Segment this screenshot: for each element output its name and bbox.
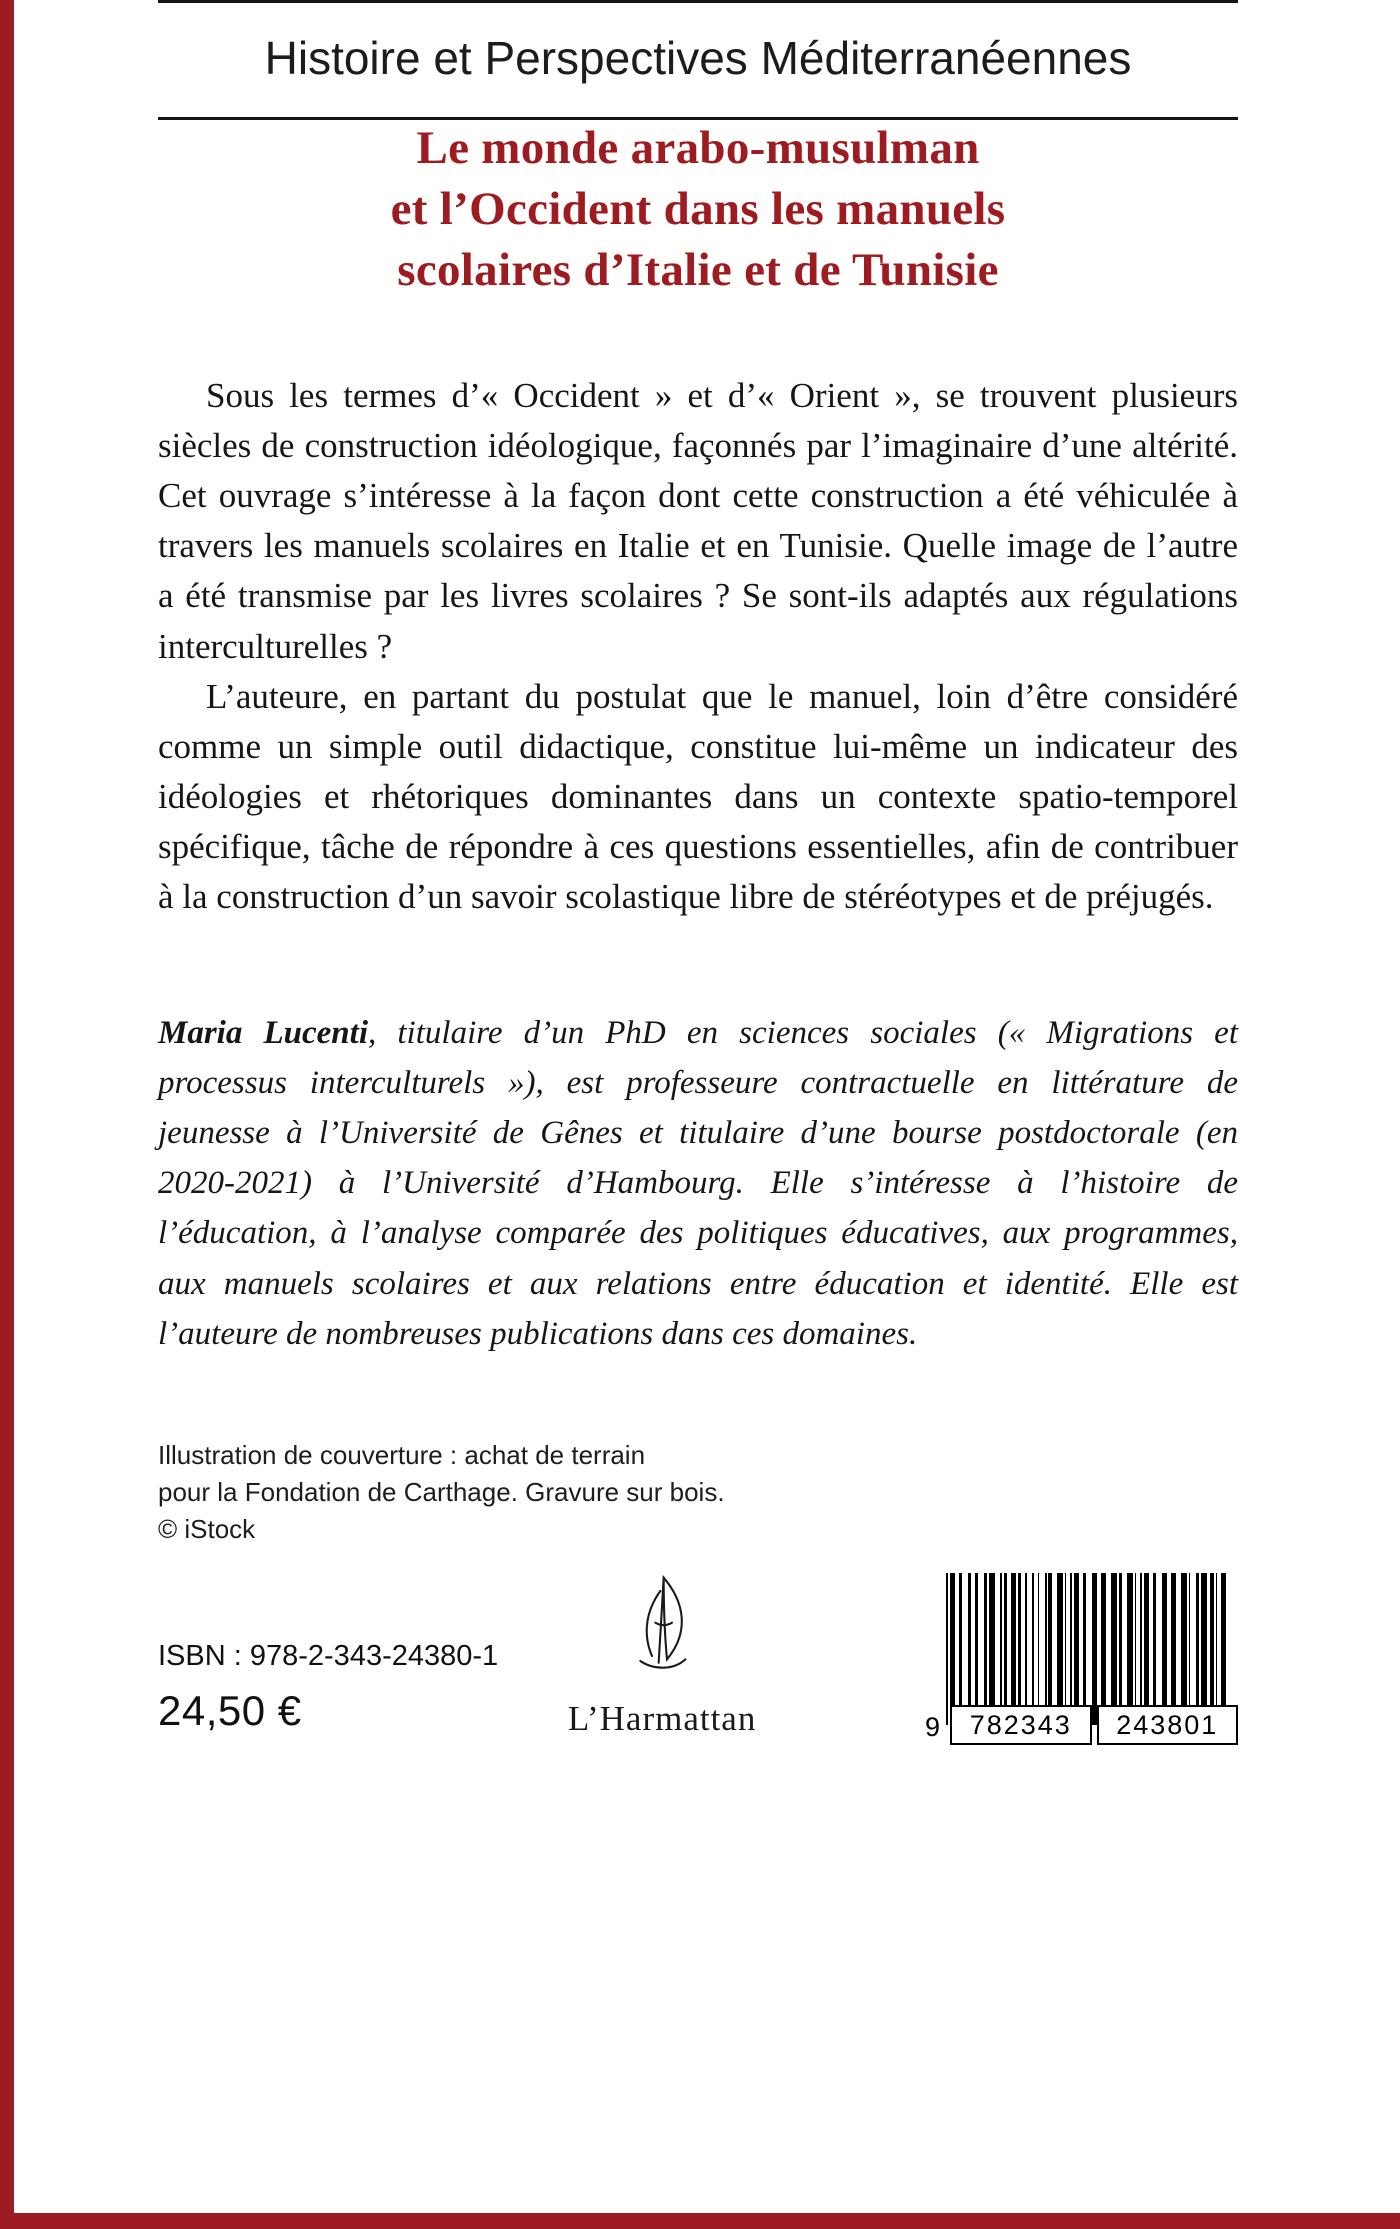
publisher-name: L’Harmattan xyxy=(567,1698,757,1738)
barcode-digit-lead: 9 xyxy=(920,1709,945,1745)
cover-content xyxy=(158,0,1238,1745)
barcode-bars xyxy=(946,1573,1238,1725)
cover-credit-line-1: Illustration de couverture : achat de terrain xyxy=(158,1439,646,1470)
barcode-digit-group-2: 243801 xyxy=(1097,1705,1238,1745)
synopsis-paragraph-2: L’auteure, en partant du postulat que le manuel, loin d’être considéré comme un simple outil didactique, constitue lui-même un indicateur des idéologies et rhétoriques dominantes dans un contexte spatio-temporel spécifique, tâche de répondre à ces questions essentielles, afin de contribuer à la construction d’un savoir scolastique libre de stéréotypes et de préjugés. xyxy=(158,676,1238,916)
book-title-line-1: Le monde arabo-musulman xyxy=(416,122,980,174)
barcode xyxy=(925,1573,1238,1745)
author-bio-text: , titulaire d’un PhD en sciences sociales (« Migrations et processus interculturels »), est professeure contractuelle en littérature de jeunesse à l’Université de Gênes et titulaire d’une bourse postdoctorale (en 2020-2021) à l’Université d’Hambourg. Elle s’intéresse à l’histoire de l’éducation, à l’analyse comparée des politiques éducatives, aux programmes, aux manuels scolaires et aux relations entre éducation et identité. Elle est l’auteure de nombreuses publications dans ces domaines. xyxy=(158,1014,1238,1352)
synopsis-paragraph-1: Sous les termes d’« Occident » et d’« Orient », se trouvent plusieurs siècles de construction idéologique, façonnés par l’imaginaire d’une altérité. Cet ouvrage s’intéresse à la façon dont cette construction a été véhiculée à travers les manuels scolaires en Italie et en Tunisie. Quelle image de l’autre a été transmise par les livres scolaires ? Se sont-ils adaptés aux régulations interculturelles ? xyxy=(158,376,1238,666)
publisher-logo xyxy=(568,1572,757,1745)
collection-band xyxy=(158,0,1238,120)
author-name: Maria Lucenti xyxy=(158,1014,368,1051)
book-title-line-3: scolaires d’Italie et de Tunisie xyxy=(397,244,999,297)
bottom-accent-stripe xyxy=(0,2213,1400,2229)
price-label: 24,50 € xyxy=(158,1686,302,1734)
band-bottom-rule xyxy=(158,117,1238,120)
synopsis xyxy=(158,371,1238,922)
left-accent-stripe xyxy=(0,0,14,2229)
collection-title: Histoire et Perspectives Méditerranéennes xyxy=(264,32,1132,84)
isbn-block xyxy=(158,1640,498,1745)
book-title xyxy=(158,118,1238,301)
barcode-digit-group-1: 782343 xyxy=(950,1705,1091,1745)
author-bio xyxy=(158,1008,1238,1359)
book-title-line-2: et l’Occident dans les manuels xyxy=(390,183,1006,236)
barcode-digits xyxy=(920,1705,1238,1745)
sailboat-icon xyxy=(612,1572,712,1690)
cover-credit xyxy=(158,1437,1238,1548)
cover-credit-line-3: © iStock xyxy=(158,1513,256,1544)
publisher-row xyxy=(158,1572,1238,1745)
cover-credit-line-2: pour la Fondation de Carthage. Gravure sur bois. xyxy=(158,1476,725,1507)
isbn-label: ISBN : 978-2-343-24380-1 xyxy=(158,1639,499,1672)
